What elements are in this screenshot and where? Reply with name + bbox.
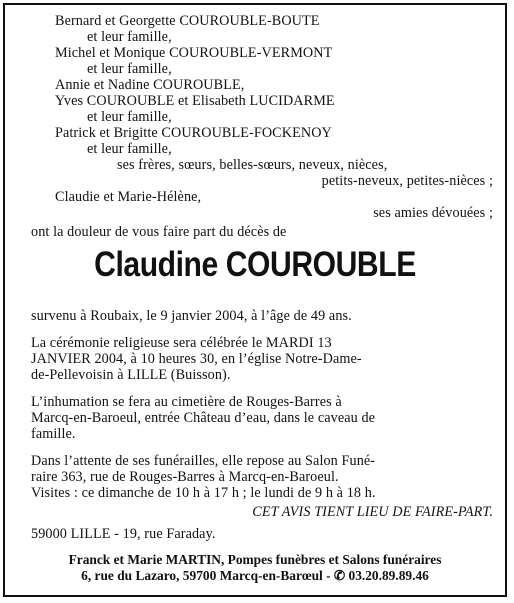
- funeral-director-name: Franck et Marie MARTIN, Pompes funèbres et Salons funéraires: [68, 552, 442, 567]
- family-line: Michel et Monique COUROUBLE-VERMONT: [55, 45, 333, 61]
- funeral-director-address: 6, rue du Lazaro, 59700 Marcq-en-Barœul - ✆ 03.20.89.89.46: [81, 568, 429, 583]
- family-line: petits-neveux, petites-nièces ;: [321, 173, 493, 189]
- death-info: survenu à Roubaix, le 9 janvier 2004, à l’âge de 49 ans.: [31, 308, 352, 324]
- funeral-home-line: raire 363, rue de Rouges-Barres à Marcq-en-Baroeul.: [31, 469, 339, 485]
- family-line: Yves COUROUBLE et Elisabeth LUCIDARME: [55, 93, 335, 109]
- burial-line: Marcq-en-Baroeul, entrée Château d’eau, dans le caveau de: [31, 410, 376, 426]
- funeral-home-line: Visites : ce dimanche de 10 h à 17 h ; le lundi de 9 h à 18 h.: [31, 485, 376, 501]
- family-line: Annie et Nadine COUROUBLE,: [55, 77, 245, 93]
- announcement-text: ont la douleur de vous faire part du décès de: [31, 224, 287, 240]
- ceremony-line: de-Pellevoisin à LILLE (Buisson).: [31, 367, 231, 383]
- family-line: Patrick et Brigitte COUROUBLE-FOCKENOY: [55, 125, 332, 141]
- family-line: et leur famille,: [87, 141, 172, 157]
- obituary-notice: [3, 3, 507, 597]
- deceased-name: Claudine COUROUBLE: [94, 245, 416, 284]
- family-line: ses amies dévouées ;: [373, 205, 493, 221]
- notice-clause: CET AVIS TIENT LIEU DE FAIRE-PART.: [252, 504, 493, 520]
- burial-line: famille.: [31, 426, 76, 442]
- ceremony-line: JANVIER 2004, à 10 heures 30, en l’église Notre-Dame-: [31, 351, 362, 367]
- ceremony-line: La cérémonie religieuse sera célébrée le MARDI 13: [31, 335, 332, 351]
- family-line: et leur famille,: [87, 109, 172, 125]
- family-line: Bernard et Georgette COUROUBLE-BOUTE: [55, 13, 320, 29]
- burial-line: L’inhumation se fera au cimetière de Rouges-Barres à: [31, 394, 342, 410]
- family-address: 59000 LILLE - 19, rue Faraday.: [31, 526, 216, 542]
- family-line: Claudie et Marie-Hélène,: [55, 189, 202, 205]
- family-line: et leur famille,: [87, 61, 172, 77]
- family-line: ses frères, sœurs, belles-sœurs, neveux, nièces,: [117, 157, 388, 173]
- family-line: et leur famille,: [87, 29, 172, 45]
- funeral-home-line: Dans l’attente de ses funérailles, elle repose au Salon Funé-: [31, 453, 376, 469]
